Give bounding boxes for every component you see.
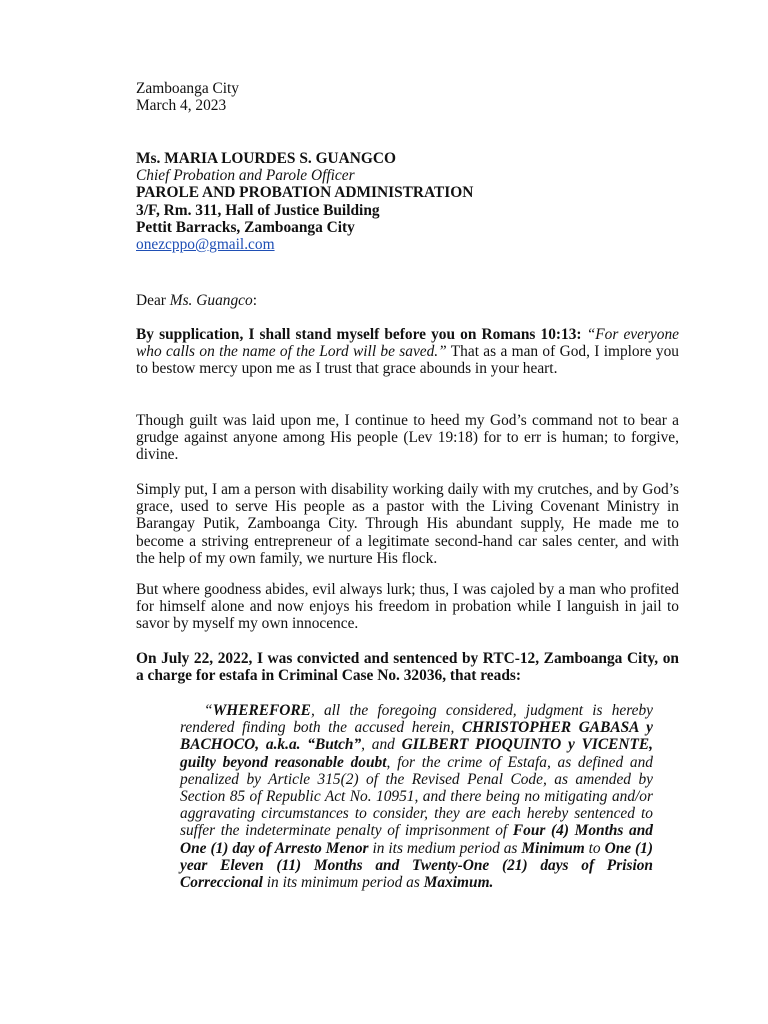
letter-header [136, 80, 679, 114]
judgment-quote [180, 702, 653, 891]
salutation [136, 292, 679, 309]
quote-text-3: , for the crime of Estafa, as defined and penalized by Article 315(2) of the Revised Penal Code, as amended by Section 85 of Republic Act No. 10951, and there being no mitigating and/or aggravating circumstances to consider, they are each hereby sentenced to suffer the indeterminate penalty of imprisonment of [180, 753, 653, 840]
quote-maximum-term: One (1) year Eleven (11) Months and Twenty-One (21) days of Prision Correccional [180, 839, 653, 892]
paragraph-romans-body: That as a man of God, I implore you to bestow mercy upon me as I trust that grace abounds in your heart. [136, 343, 679, 378]
paragraph-romans-verse: “For everyone who calls on the name of the Lord will be saved.” [136, 326, 679, 361]
salutation-name: Ms. Guangco [169, 292, 253, 309]
paragraph-conviction: On July 22, 2022, I was convicted and sentenced by RTC-12, Zamboanga City, on a charge for estafa in Criminal Case No. 32036, that reads: [136, 650, 679, 685]
quote-minimum-term: Four (4) Months and One (1) day of Arresto Menor [180, 822, 654, 857]
paragraph-innocence: But where goodness abides, evil always lurk; thus, I was cajoled by a man who profited for himself alone and now enjoys his freedom in probation while I languish in jail to savor by myself my own innocence. [136, 581, 679, 633]
letter-place: Zamboanga City [136, 80, 240, 97]
recipient-address-line-1: 3/F, Rm. 311, Hall of Justice Building [136, 201, 380, 219]
recipient-email-link[interactable]: onezcppo@gmail.com [136, 236, 275, 254]
paragraph-forgiveness: Though guilt was laid upon me, I continue to heed my God’s command not to bear a grudge against anyone among His people (Lev 19:18) for to err is human; to forgive, divine. [136, 412, 679, 464]
quote-text-2: , and [361, 736, 402, 754]
quote-text-5: to [584, 839, 605, 857]
quote-wherefore: WHEREFORE [212, 702, 311, 719]
recipient-title: Chief Probation and Parole Officer [136, 167, 355, 185]
quote-maximum-label: Maximum. [423, 874, 494, 892]
paragraph-romans-lead: By supplication, I shall stand myself before you on Romans 10:13: [136, 326, 582, 343]
paragraph-background: Simply put, I am a person with disability working daily with my crutches, and by God’s grace, used to serve His people as a pastor with the Living Covenant Ministry in Barangay Putik, Zamboanga City. Through His abundant supply, He made me to become a striving entrepreneur of a legitimate second-hand car sales center, and with the help of my own family, we nurture His flock. [136, 481, 679, 567]
letter-date: March 4, 2023 [136, 97, 227, 115]
quote-text-6: in its minimum period as [262, 874, 424, 892]
recipient-block [136, 150, 679, 253]
quote-open-mark: “ [204, 702, 213, 719]
quote-text-1: , all the foregoing considered, judgment is hereby rendered finding both the accused herein, [180, 702, 653, 737]
recipient-name: Ms. MARIA LOURDES S. GUANGCO [136, 150, 396, 167]
quote-accused-2: GILBERT PIOQUINTO y VICENTE, guilty beyond reasonable doubt [180, 736, 653, 771]
quote-accused-1: CHRISTOPHER GABASA y BACHOCO, a.k.a. “Butch” [180, 719, 653, 754]
salutation-prefix: Dear [136, 292, 170, 309]
recipient-address-line-2: Pettit Barracks, Zamboanga City [136, 218, 355, 236]
quote-minimum-label: Minimum [521, 839, 585, 857]
paragraph-romans [136, 326, 679, 378]
salutation-suffix: : [252, 292, 257, 309]
recipient-office: PAROLE AND PROBATION ADMINISTRATION [136, 184, 474, 202]
quote-text-4: in its medium period as [368, 839, 522, 857]
